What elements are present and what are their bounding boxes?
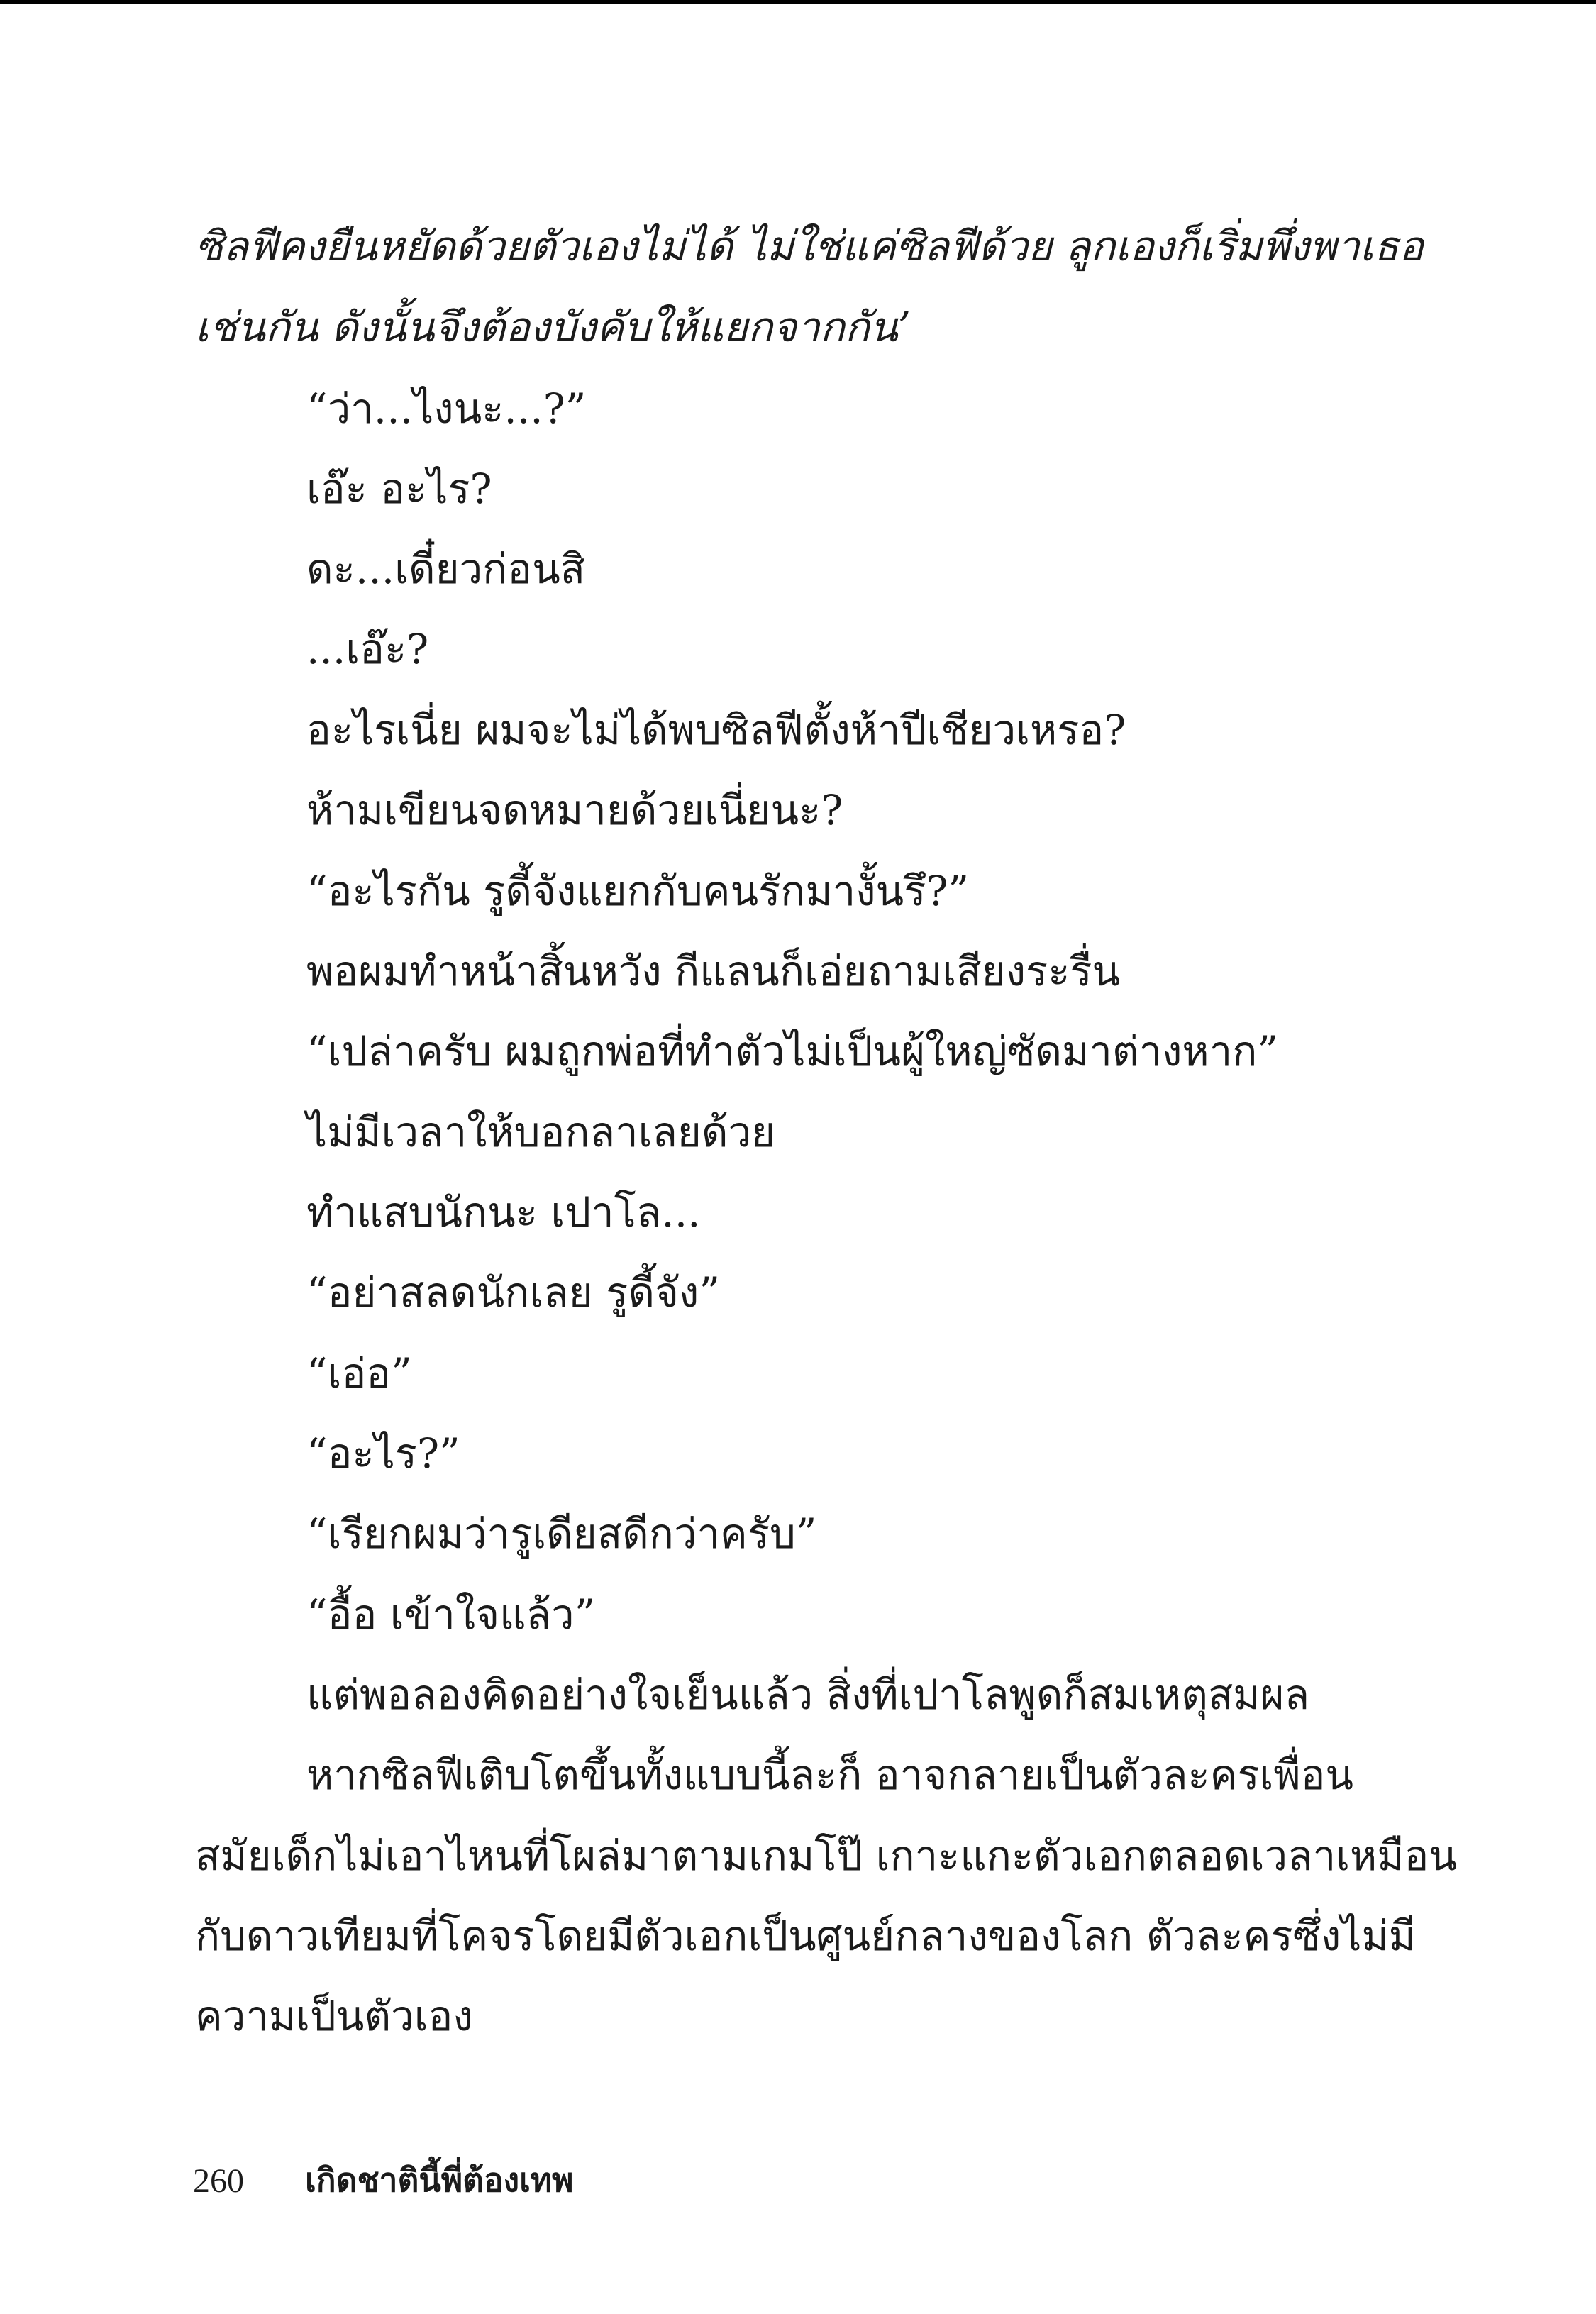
text-line: ทำแสบนักนะ เปาโล... <box>306 1188 701 1236</box>
book-title: เกิดชาตินี้พี่ต้องเทพ <box>305 2161 574 2199</box>
text-line: อะไรเนี่ย ผมจะไม่ได้พบซิลฟีตั้งห้าปีเชียวเหรอ? <box>306 706 1126 754</box>
text-line: ไม่มีเวลาให้บอกลาเลยด้วย <box>306 1108 776 1156</box>
dialogue-line: “อะไรกัน รูดี้จังแยกกับคนรักมางั้นรึ?” <box>306 867 970 915</box>
text-line: เอ๊ะ อะไร? <box>306 465 492 513</box>
text-line: แต่พอลองคิดอย่างใจเย็นแล้ว สิ่งที่เปาโลพูดก็สมเหตุสมผล <box>306 1671 1310 1719</box>
page-number: 260 <box>193 2162 244 2200</box>
text-line: สมัยเด็กไม่เอาไหนที่โผล่มาตามเกมโป๊ เกาะแกะตัวเอกตลอดเวลาเหมือน <box>195 1832 1457 1880</box>
text-line: เช่นกัน ดังนั้นจึงต้องบังคับให้แยกจากกัน’ <box>195 303 911 351</box>
text-line: ซิลฟีคงยืนหยัดด้วยตัวเองไม่ได้ ไม่ใช่แค่ซิลฟีด้วย ลูกเองก็เริ่มพึ่งพาเธอ <box>195 222 1424 270</box>
text-line: ห้ามเขียนจดหมายด้วยเนี่ยนะ? <box>306 786 843 834</box>
text-line: กับดาวเทียมที่โคจรโดยมีตัวเอกเป็นศูนย์กลางของโลก ตัวละครซึ่งไม่มี <box>195 1912 1416 1960</box>
dialogue-line: “อะไร?” <box>306 1429 460 1478</box>
text-line: ความเป็นตัวเอง <box>195 1992 473 2040</box>
dialogue-line: “เปล่าครับ ผมถูกพ่อที่ทำตัวไม่เป็นผู้ใหญ่ซัดมาต่างหาก” <box>306 1027 1278 1075</box>
dialogue-line: “อย่าสลดนักเลย รูดี้จัง” <box>306 1268 720 1317</box>
page-footer <box>193 2161 574 2200</box>
text-line: ...เอ๊ะ? <box>306 625 429 673</box>
dialogue-line: “เอ่อ” <box>306 1349 412 1397</box>
text-line: ดะ...เดี๋ยวก่อนสิ <box>306 545 586 593</box>
text-line: พอผมทำหน้าสิ้นหวัง กีแลนก็เอ่ยถามเสียงระรื่น <box>306 947 1121 995</box>
dialogue-line: “อื้อ เข้าใจแล้ว” <box>306 1590 596 1639</box>
dialogue-line: “ว่า...ไงนะ...?” <box>306 384 587 433</box>
dialogue-line: “เรียกผมว่ารูเดียสดีกว่าครับ” <box>306 1510 817 1558</box>
text-line: หากซิลฟีเติบโตขึ้นทั้งแบบนี้ละก็ อาจกลายเป็นตัวละครเพื่อน <box>306 1751 1354 1799</box>
